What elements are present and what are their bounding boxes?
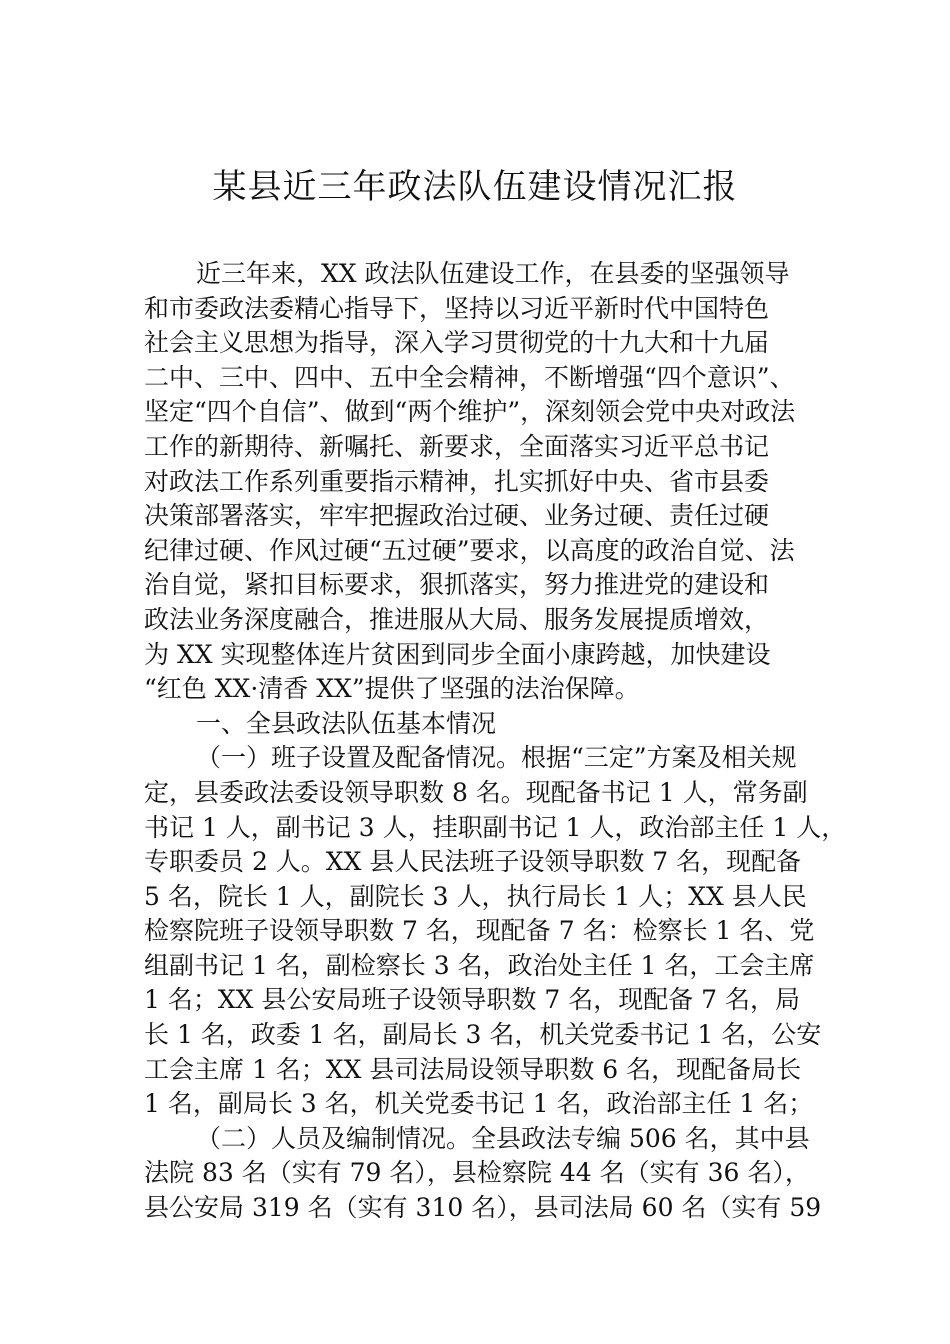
paragraph-line: 近三年来，XX 政法队伍建设工作，在县委的坚强领导: [196, 259, 790, 288]
paragraph-line: 5 名，院长 1 人，副院长 3 人，执行局长 1 人；XX 县人民: [144, 881, 807, 911]
paragraph-line: “红色 XX·清香 XX”提供了坚强的法治保障。: [144, 674, 640, 704]
paragraph-line: 二中、三中、四中、五中全会精神，不断增强“四个意识”、: [144, 362, 795, 392]
paragraph-line: 书记 1 人，副书记 3 人，挂职副书记 1 人，政治部主任 1 人，: [144, 812, 847, 842]
paragraph-line: 1 名；XX 县公安局班子设领导职数 7 名，现配备 7 名，局: [144, 985, 800, 1015]
paragraph-line: 治自觉，紧扣目标要求，狠抓落实，努力推进党的建设和: [144, 570, 770, 600]
paragraph-line: 1 名，副局长 3 名，机关党委书记 1 名，政治部主任 1 名；: [144, 1089, 814, 1119]
paragraph-line: 社会主义思想为指导，深入学习贯彻党的十九大和十九届: [144, 328, 770, 358]
section-heading: 一、全县政法队伍基本情况: [196, 708, 497, 738]
paragraph-line: 专职委员 2 人。XX 县人民法班子设领导职数 7 名，现配备: [144, 847, 802, 877]
paragraph-line: 检察院班子设领导职数 7 名，现配备 7 名：检察长 1 名、党: [144, 916, 815, 946]
paragraph-line: 对政法工作系列重要指示精神，扎实抓好中央、省市县委: [144, 466, 770, 496]
paragraph-line: 法院 83 名（实有 79 名），县检察院 44 名（实有 36 名），: [144, 1158, 810, 1188]
paragraph-line: 纪律过硬、作风过硬“五过硬”要求，以高度的政治自觉、法: [144, 535, 795, 565]
paragraph-line: 县公安局 319 名（实有 310 名），县司法局 60 名（实有 59: [144, 1193, 822, 1223]
paragraph-line: 工作的新期待、新嘱托、新要求，全面落实习近平总书记: [144, 431, 770, 461]
paragraph-line: 为 XX 实现整体连片贫困到同步全面小康跨越，加快建设: [144, 639, 771, 669]
subsection-line: （二）人员及编制情况。全县政法专编 506 名，其中县: [196, 1123, 810, 1153]
paragraph-line: 组副书记 1 名，副检察长 3 名，政治处主任 1 名，工会主席: [144, 950, 815, 980]
document-body: [144, 257, 847, 1226]
paragraph-line: 定，县委政法委设领导职数 8 名。现配备书记 1 人，常务副: [144, 777, 808, 807]
document-title: 某县近三年政法队伍建设情况汇报: [212, 167, 738, 207]
paragraph-line: 工会主席 1 名；XX 县司法局设领导职数 6 名，现配备局长: [144, 1054, 802, 1084]
paragraph-line: 决策部署落实，牢牢把握政治过硬、业务过硬、责任过硬: [144, 501, 770, 531]
paragraph-line: 和市委政法委精心指导下，坚持以习近平新时代中国特色: [144, 293, 770, 323]
subsection-line: （一）班子设置及配备情况。根据“三定”方案及相关规: [196, 743, 797, 773]
paragraph-line: 坚定“四个自信”、做到“两个维护”，深刻领会党中央对政法: [144, 397, 796, 427]
paragraph-line: 长 1 名，政委 1 名，副局长 3 名，机关党委书记 1 名，公安: [144, 1020, 822, 1050]
paragraph-line: 政法业务深度融合，推进服从大局、服务发展提质增效，: [144, 604, 770, 634]
